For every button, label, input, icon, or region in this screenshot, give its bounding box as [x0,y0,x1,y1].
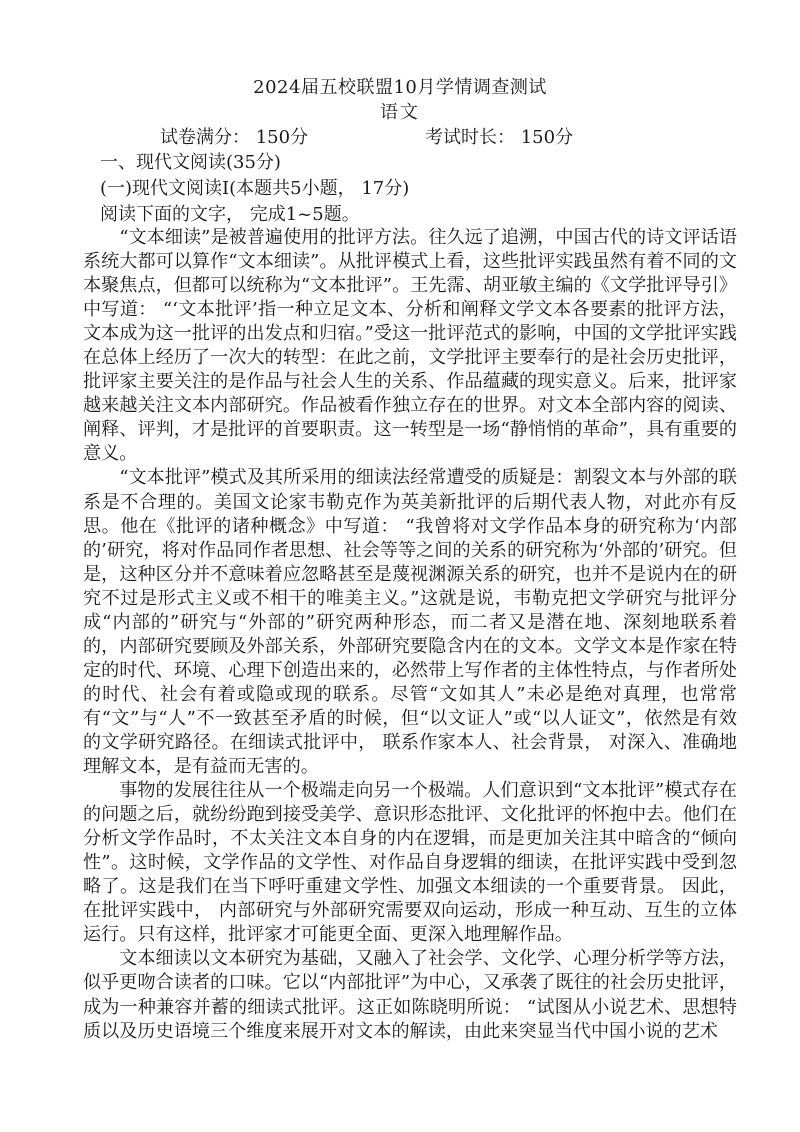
full-score: 试卷满分： 150分 [160,127,309,148]
subject-title: 语文 [380,102,420,123]
reading-passage [83,226,737,1044]
exam-title: 2024届五校联盟10月学情调查测试 [253,77,547,98]
passage-paragraph: “文本细读”是被普遍使用的批评方法。往久远了追溯，中国古代的诗文评话语系统大都可以算作“文本细读”。从批评模式上看，这些批评实践虽然有着不同的文本聚焦点，但都可以统称为“文本批评”。王先霈、胡亚敏主编的《文学批评导引》中写道： “‘文本批评’指一种立足文本、分析和阐释文学文本各要素的批评方法，文本成为这一批评的出发点和归宿。”受这一批评范式的影响，中国的文学批评实践在总体上经历了一次大的转型：在此之前，文学批评主要奉行的是社会历史批评，批评家主要关注的是作品与社会人生的关系、作品蕴藏的现实意义。后来，批评家越来越关注文本内部研究。作品被看作独立存在的世界。对文本全部内容的阅读、阐释、评判，才是批评的首要职责。这一转型是一场“静悄悄的革命”，具有重要的意义。 [83,227,737,465]
reading-instruction: 阅读下面的文字， 完成1~5题。 [100,204,360,225]
passage-paragraph: 文本细读以文本研究为基础，又融入了社会学、文化学、心理分析学等方法，似乎更吻合读者的口味。它以“内部批评”为中心，又承袭了既往的社会历史批评，成为一种兼容并蓄的细读式批评。这正如陈晓明所说： “试图从小说艺术、思想特质以及历史语境三个维度来展开对文本的解读，由此来突显当代中国小说的艺术 [83,948,737,1042]
passage-paragraph: 事物的发展往往从一个极端走向另一个极端。人们意识到“文本批评”模式存在的问题之后，就纷纷跑到接受美学、意识形态批评、文化批评的怀抱中去。他们在分析文学作品时，不太关注文本自身的内在逻辑，而是更加关注其中暗含的“倾向性”。这时候，文学作品的文学性、对作品自身逻辑的细读，在批评实践中受到忽略了。这是我们在当下呼吁重建文学性、加强文本细读的一个重要背景。 因此，在批评实践中， 内部研究与外部研究需要双向运动，形成一种互动、互生的立体运行。只有这样，批评家才可能更全面、更深入地理解作品。 [83,780,737,946]
section-heading: 一、现代文阅读(35分) [100,152,281,173]
exam-duration: 考试时长： 150分 [425,127,574,148]
subsection-heading: (一)现代文阅读Ⅰ(本题共5小题， 17分) [100,178,410,199]
passage-paragraph: “文本批评”模式及其所采用的细读法经常遭受的质疑是：割裂文本与外部的联系是不合理的。美国文论家韦勒克作为英美新批评的后期代表人物，对此亦有反思。他在《批评的诸种概念》中写道： “我曾将对文学作品本身的研究称为‘内部的’研究，将对作品同作者思想、社会等等之间的关系的研究称为‘外部的’研究。但是，这种区分并不意味着应忽略甚至是蔑视渊源关系的研究，也并不是说内在的研究不过是形式主义或不相干的唯美主义。”这就是说，韦勒克把文学研究与批评分成“内部的”研究与“外部的”研究两种形态，而二者又是潜在地、深刻地联系着的，内部研究要顾及外部关系，外部研究要隐含内在的文本。文学文本是作家在特定的时代、环境、心理下创造出来的，必然带上写作者的主体性特点，与作者所处的时代、社会有着或隐或现的联系。尽管“文如其人”未必是绝对真理，也常常有“文”与“人”不一致甚至矛盾的时候，但“以文证人”或“以人证文”，依然是有效的文学研究路径。在细读式批评中， 联系作家本人、社会背景， 对深入、准确地理解文本，是有益而无害的。 [83,467,737,778]
